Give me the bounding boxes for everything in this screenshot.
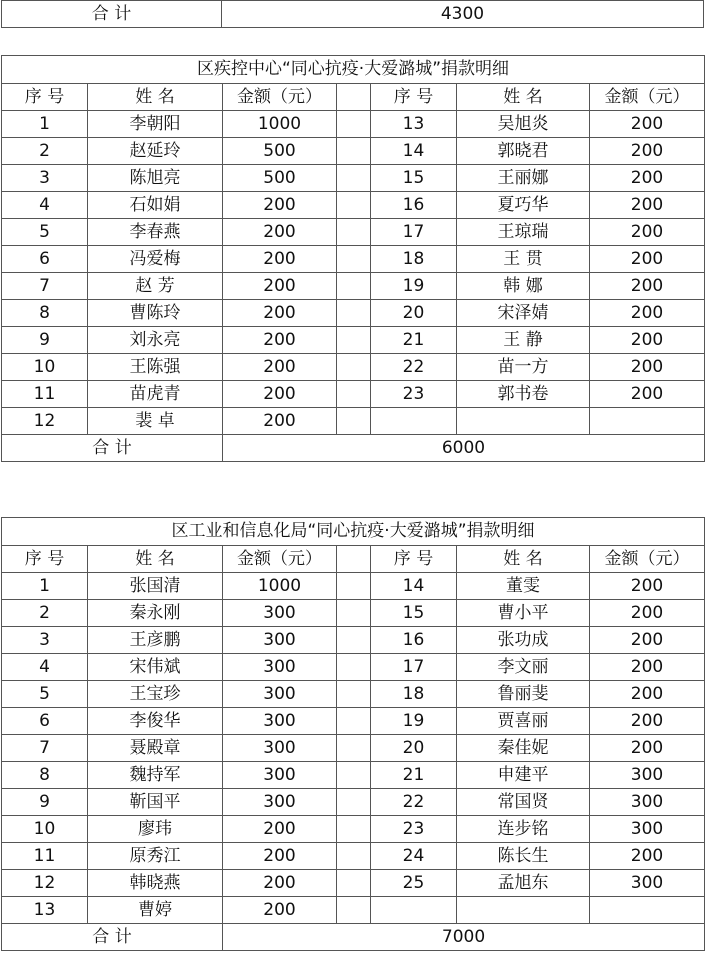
header-amount: 金额（元） — [590, 546, 705, 573]
row-amount: 200 — [590, 246, 705, 273]
row-name: 郭晓君 — [457, 138, 590, 165]
row-amount: 1000 — [223, 111, 337, 138]
row-name: 曹婷 — [88, 897, 223, 924]
table-row — [2, 165, 705, 192]
row-seq: 11 — [2, 843, 88, 870]
row-name: 孟旭东 — [457, 870, 590, 897]
row-seq: 23 — [371, 381, 457, 408]
table-row — [2, 681, 705, 708]
spacer-cell — [337, 627, 371, 654]
row-name: 廖玮 — [88, 816, 223, 843]
table-title: 区疾控中心“同心抗疫·大爱潞城”捐款明细 — [2, 56, 705, 84]
donation-table-industry — [1, 517, 705, 951]
spacer-cell — [337, 327, 371, 354]
table-row — [2, 627, 705, 654]
row-amount: 200 — [223, 897, 337, 924]
row-seq: 17 — [371, 219, 457, 246]
spacer-cell — [337, 897, 371, 924]
spacer-cell — [337, 573, 371, 600]
row-amount: 200 — [223, 408, 337, 435]
prev-total-table — [1, 0, 704, 28]
row-amount: 200 — [590, 681, 705, 708]
row-amount: 300 — [223, 735, 337, 762]
row-seq: 15 — [371, 600, 457, 627]
row-amount: 300 — [223, 789, 337, 816]
header-seq: 序 号 — [371, 84, 457, 111]
row-amount: 200 — [223, 300, 337, 327]
row-seq: 5 — [2, 219, 88, 246]
header-name: 姓 名 — [457, 84, 590, 111]
row-name: 刘永亮 — [88, 327, 223, 354]
spacer-cell — [337, 381, 371, 408]
row-seq: 6 — [2, 246, 88, 273]
row-seq: 4 — [2, 192, 88, 219]
row-seq: 21 — [371, 327, 457, 354]
row-seq: 15 — [371, 165, 457, 192]
row-seq: 11 — [2, 381, 88, 408]
row-amount: 200 — [223, 816, 337, 843]
spacer-cell — [337, 165, 371, 192]
row-seq: 19 — [371, 273, 457, 300]
row-name: 王彦鹏 — [88, 627, 223, 654]
spacer-cell — [337, 84, 371, 111]
row-seq: 16 — [371, 192, 457, 219]
row-amount — [590, 408, 705, 435]
row-seq: 20 — [371, 735, 457, 762]
row-amount: 200 — [590, 192, 705, 219]
row-name: 原秀江 — [88, 843, 223, 870]
row-seq: 13 — [2, 897, 88, 924]
row-seq: 3 — [2, 627, 88, 654]
row-amount: 200 — [223, 843, 337, 870]
header-seq: 序 号 — [371, 546, 457, 573]
row-seq: 2 — [2, 600, 88, 627]
row-name: 连步铭 — [457, 816, 590, 843]
total-label: 合 计 — [2, 435, 223, 462]
row-name: 李文丽 — [457, 654, 590, 681]
row-amount: 200 — [223, 246, 337, 273]
row-name: 秦永刚 — [88, 600, 223, 627]
row-seq: 22 — [371, 354, 457, 381]
row-seq: 10 — [2, 354, 88, 381]
table-row — [2, 273, 705, 300]
row-amount: 200 — [590, 843, 705, 870]
table-row — [2, 246, 705, 273]
row-seq: 21 — [371, 762, 457, 789]
row-name: 陈旭亮 — [88, 165, 223, 192]
spacer-cell — [337, 111, 371, 138]
prev-total-label: 合 计 — [2, 1, 222, 28]
spacer-cell — [337, 843, 371, 870]
row-name: 董雯 — [457, 573, 590, 600]
row-name: 李朝阳 — [88, 111, 223, 138]
spacer-cell — [337, 273, 371, 300]
header-name: 姓 名 — [457, 546, 590, 573]
row-amount: 200 — [590, 354, 705, 381]
row-name: 夏巧华 — [457, 192, 590, 219]
row-name: 王陈强 — [88, 354, 223, 381]
table-row — [2, 408, 705, 435]
row-seq: 7 — [2, 735, 88, 762]
table-row — [2, 843, 705, 870]
row-name: 裴 卓 — [88, 408, 223, 435]
table-row — [2, 138, 705, 165]
row-seq: 1 — [2, 573, 88, 600]
row-name: 靳国平 — [88, 789, 223, 816]
spacer-cell — [337, 762, 371, 789]
row-name: 王 贯 — [457, 246, 590, 273]
row-name: 宋泽婧 — [457, 300, 590, 327]
spacer-cell — [337, 246, 371, 273]
row-name: 王丽娜 — [457, 165, 590, 192]
row-amount: 200 — [223, 354, 337, 381]
row-amount: 200 — [223, 273, 337, 300]
row-name: 吴旭炎 — [457, 111, 590, 138]
spacer-cell — [337, 219, 371, 246]
row-amount: 300 — [223, 654, 337, 681]
spacer-cell — [337, 408, 371, 435]
table-row — [2, 789, 705, 816]
header-amount: 金额（元） — [223, 546, 337, 573]
row-amount: 200 — [590, 573, 705, 600]
row-name — [457, 408, 590, 435]
row-name: 苗一方 — [457, 354, 590, 381]
row-amount: 300 — [590, 816, 705, 843]
row-amount: 200 — [590, 273, 705, 300]
table-row — [2, 816, 705, 843]
row-name: 韩 娜 — [457, 273, 590, 300]
table-row — [2, 327, 705, 354]
row-seq: 10 — [2, 816, 88, 843]
row-seq: 8 — [2, 762, 88, 789]
row-amount: 200 — [590, 708, 705, 735]
table-row — [2, 354, 705, 381]
spacer-cell — [337, 300, 371, 327]
row-seq: 19 — [371, 708, 457, 735]
header-name: 姓 名 — [88, 84, 223, 111]
row-amount: 300 — [223, 708, 337, 735]
row-seq: 17 — [371, 654, 457, 681]
row-seq: 5 — [2, 681, 88, 708]
row-amount: 200 — [590, 327, 705, 354]
row-seq: 13 — [371, 111, 457, 138]
spacer-cell — [337, 735, 371, 762]
row-name: 张功成 — [457, 627, 590, 654]
row-seq: 7 — [2, 273, 88, 300]
row-name: 宋伟斌 — [88, 654, 223, 681]
spacer-cell — [337, 681, 371, 708]
row-name: 冯爱梅 — [88, 246, 223, 273]
row-name: 李春燕 — [88, 219, 223, 246]
row-seq: 6 — [2, 708, 88, 735]
row-seq: 12 — [2, 408, 88, 435]
table-title: 区工业和信息化局“同心抗疫·大爱潞城”捐款明细 — [2, 518, 705, 546]
row-name: 王琼瑞 — [457, 219, 590, 246]
table-row — [2, 735, 705, 762]
spacer-cell — [337, 789, 371, 816]
spacer-cell — [337, 600, 371, 627]
table-row — [2, 870, 705, 897]
row-amount: 500 — [223, 165, 337, 192]
row-name: 陈长生 — [457, 843, 590, 870]
table-row — [2, 708, 705, 735]
table-row — [2, 381, 705, 408]
row-seq: 9 — [2, 327, 88, 354]
row-name: 曹陈玲 — [88, 300, 223, 327]
row-amount: 200 — [590, 300, 705, 327]
row-seq — [371, 408, 457, 435]
header-seq: 序 号 — [2, 84, 88, 111]
spacer-cell — [337, 354, 371, 381]
row-name: 郭书卷 — [457, 381, 590, 408]
row-name: 张国清 — [88, 573, 223, 600]
header-name: 姓 名 — [88, 546, 223, 573]
spacer-cell — [337, 138, 371, 165]
row-amount — [590, 897, 705, 924]
row-name: 申建平 — [457, 762, 590, 789]
row-amount: 300 — [223, 600, 337, 627]
row-name: 李俊华 — [88, 708, 223, 735]
row-seq: 1 — [2, 111, 88, 138]
row-amount: 300 — [590, 789, 705, 816]
row-amount: 300 — [590, 870, 705, 897]
row-name: 韩晓燕 — [88, 870, 223, 897]
row-seq: 4 — [2, 654, 88, 681]
row-amount: 200 — [590, 111, 705, 138]
row-amount: 200 — [223, 219, 337, 246]
spacer-cell — [337, 546, 371, 573]
row-name: 王宝珍 — [88, 681, 223, 708]
table-row — [2, 897, 705, 924]
spacer-cell — [337, 708, 371, 735]
row-name: 魏持军 — [88, 762, 223, 789]
row-amount: 200 — [590, 138, 705, 165]
table-row — [2, 600, 705, 627]
table-row — [2, 300, 705, 327]
row-name — [457, 897, 590, 924]
row-name: 聂殿章 — [88, 735, 223, 762]
row-name: 贾喜丽 — [457, 708, 590, 735]
spacer-cell — [337, 816, 371, 843]
row-seq: 16 — [371, 627, 457, 654]
row-amount: 200 — [590, 627, 705, 654]
row-amount: 500 — [223, 138, 337, 165]
row-amount: 200 — [223, 327, 337, 354]
row-amount: 200 — [590, 219, 705, 246]
row-amount: 200 — [223, 192, 337, 219]
row-amount: 200 — [590, 165, 705, 192]
total-amount: 7000 — [223, 924, 705, 951]
row-name: 苗虎青 — [88, 381, 223, 408]
prev-total-amount: 4300 — [222, 1, 704, 28]
row-amount: 200 — [590, 654, 705, 681]
row-seq: 22 — [371, 789, 457, 816]
row-name: 常国贤 — [457, 789, 590, 816]
row-name: 秦佳妮 — [457, 735, 590, 762]
row-seq: 23 — [371, 816, 457, 843]
row-amount: 200 — [590, 600, 705, 627]
total-label: 合 计 — [2, 924, 223, 951]
spacer-cell — [337, 654, 371, 681]
row-seq: 12 — [2, 870, 88, 897]
row-seq — [371, 897, 457, 924]
total-amount: 6000 — [223, 435, 705, 462]
header-seq: 序 号 — [2, 546, 88, 573]
row-amount: 300 — [223, 681, 337, 708]
row-amount: 200 — [590, 381, 705, 408]
row-amount: 200 — [590, 735, 705, 762]
row-amount: 300 — [223, 627, 337, 654]
row-seq: 25 — [371, 870, 457, 897]
row-seq: 18 — [371, 681, 457, 708]
row-seq: 24 — [371, 843, 457, 870]
row-name: 王 静 — [457, 327, 590, 354]
row-name: 石如娟 — [88, 192, 223, 219]
row-seq: 14 — [371, 138, 457, 165]
row-amount: 200 — [223, 381, 337, 408]
header-amount: 金额（元） — [590, 84, 705, 111]
row-name: 鲁丽斐 — [457, 681, 590, 708]
row-seq: 9 — [2, 789, 88, 816]
row-amount: 200 — [223, 870, 337, 897]
row-name: 曹小平 — [457, 600, 590, 627]
table-row — [2, 111, 705, 138]
spacer-cell — [337, 870, 371, 897]
row-seq: 3 — [2, 165, 88, 192]
table-row — [2, 654, 705, 681]
row-amount: 300 — [590, 762, 705, 789]
row-amount: 300 — [223, 762, 337, 789]
table-row — [2, 762, 705, 789]
row-name: 赵延玲 — [88, 138, 223, 165]
table-row — [2, 573, 705, 600]
donation-table-cdc — [1, 55, 705, 462]
row-seq: 14 — [371, 573, 457, 600]
row-name: 赵 芳 — [88, 273, 223, 300]
row-seq: 18 — [371, 246, 457, 273]
row-amount: 1000 — [223, 573, 337, 600]
row-seq: 8 — [2, 300, 88, 327]
row-seq: 20 — [371, 300, 457, 327]
row-seq: 2 — [2, 138, 88, 165]
table-row — [2, 219, 705, 246]
spacer-cell — [337, 192, 371, 219]
table-row — [2, 192, 705, 219]
header-amount: 金额（元） — [223, 84, 337, 111]
